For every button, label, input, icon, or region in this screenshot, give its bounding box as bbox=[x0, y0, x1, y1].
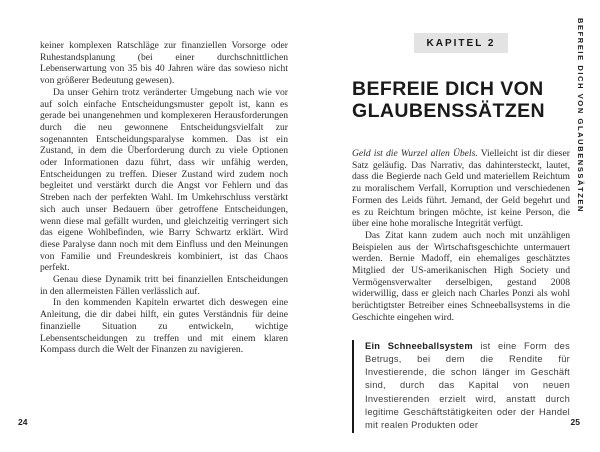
chapter-title bbox=[352, 79, 570, 122]
left-page-text-column bbox=[40, 40, 288, 356]
chapter-title-line-2: GLAUBENSSÄTZEN bbox=[352, 99, 546, 122]
chapter-badge-row bbox=[352, 33, 570, 53]
body-paragraph: Da unser Gehirn trotz veränderter Umgebung nach wie vor auf solch einfache Entscheidungsmuster gepolt ist, kann es gerade bei unangenehmen und komplexeren Herausforderungen durch die neu gewonnene Entscheidungsvielfalt zur sogenannten Entscheidungsparalyse kommen. Das ist ein Zustand, in dem die Überforderung durch zu viele Optionen oder Informationen dazu führt, dass wir unfähig werden, Entscheidungen zu treffen. Dieser Zustand wird zudem noch begleitet und verstärkt durch die Angst vor Fehlern und das Streben nach der perfekten Wahl. Im Umkehrschluss verstärkt sich auch unser Bedauern über getroffene Entscheidungen, wenn diese mal gefällt wurden, und gleichzeitig verringert sich das eigene Wohlbefinden, wie Barry Schwartz erklärt. Wird diese Paralyse dann noch mit dem Einfluss und den Meinungen von Familie und Freundeskreis kombiniert, ist das Chaos perfekt. bbox=[40, 86, 288, 274]
body-paragraph: keiner komplexen Ratschläge zur finanziellen Vorsorge oder Ruhestandsplanung (bei einer durchschnittlichen Lebenserwartung von 35 bis 40 Jahren wäre das sowieso nicht von größerer Bedeutung gewesen). bbox=[40, 40, 288, 87]
page-number-right: 25 bbox=[570, 417, 580, 427]
right-page-text-column bbox=[352, 33, 570, 433]
opening-paragraph-rest: Vielleicht ist dir dieser Satz geläufig. Das Narrativ, das dahintersteckt, lautet, dass die Begierde nach Geld und materiellem Reichtum zu moralischem Verfall, Korruption und verschiedenen Formen des Leids führt. Jemand, der Geld begehrt und es zu Reichtum bringen möchte, ist keine Person, die über eine hohe moralische Integrität verfügt. bbox=[352, 148, 570, 230]
body-paragraph bbox=[352, 148, 570, 230]
body-paragraph: In den kommenden Kapiteln erwartet dich deswegen eine Anleitung, die dir dabei hilft, ein gutes Verständnis für deine finanzielle Situation zu entwickeln, wichtige Lebensentscheidungen zu treffen und mit einem klaren Kompass durch die Welt der Finanzen zu navigieren. bbox=[40, 297, 288, 356]
infobox-term: Ein Schneeballsystem bbox=[365, 340, 473, 351]
body-paragraph: Genau diese Dynamik tritt bei finanziellen Entscheidungen in den allermeisten Fällen verlässlich auf. bbox=[40, 274, 288, 297]
running-header-vertical: BEFREIE DICH VON GLAUBENSSÄTZEN bbox=[576, 18, 585, 214]
opening-quote: Geld ist die Wurzel allen Übels. bbox=[352, 148, 478, 159]
page-number-left: 24 bbox=[18, 417, 28, 427]
right-page-body bbox=[352, 148, 570, 324]
chapter-badge: KAPITEL 2 bbox=[414, 33, 509, 53]
body-paragraph: Das Zitat kann zudem auch noch mit unzähligen Beispielen aus der Wirtschaftsgeschichte untermauert werden. Bernie Madoff, ein ehemaliges geschätztes Mitglied der US-amerikanischen High Society und Vermögensverwalter derselbigen, gestand 2008 widerwillig, dass er gleich nach Charles Ponzi als wohl berüchtigtster Betreiber eines Schneeballsystems in die Geschichte eingehen wird. bbox=[352, 229, 570, 323]
definition-infobox bbox=[352, 340, 570, 433]
infobox-definition: ist eine Form des Betrugs, bei dem die Rendite für Investierende, die schon länger im Geschäft sind, durch das Kapital von neuen Investierenden erzielt wird, anstatt durch legitime Geschäftstätigkeiten oder der Handel mit realen Produkten oder bbox=[365, 340, 570, 431]
chapter-title-line-1: BEFREIE DICH VON bbox=[352, 78, 544, 100]
